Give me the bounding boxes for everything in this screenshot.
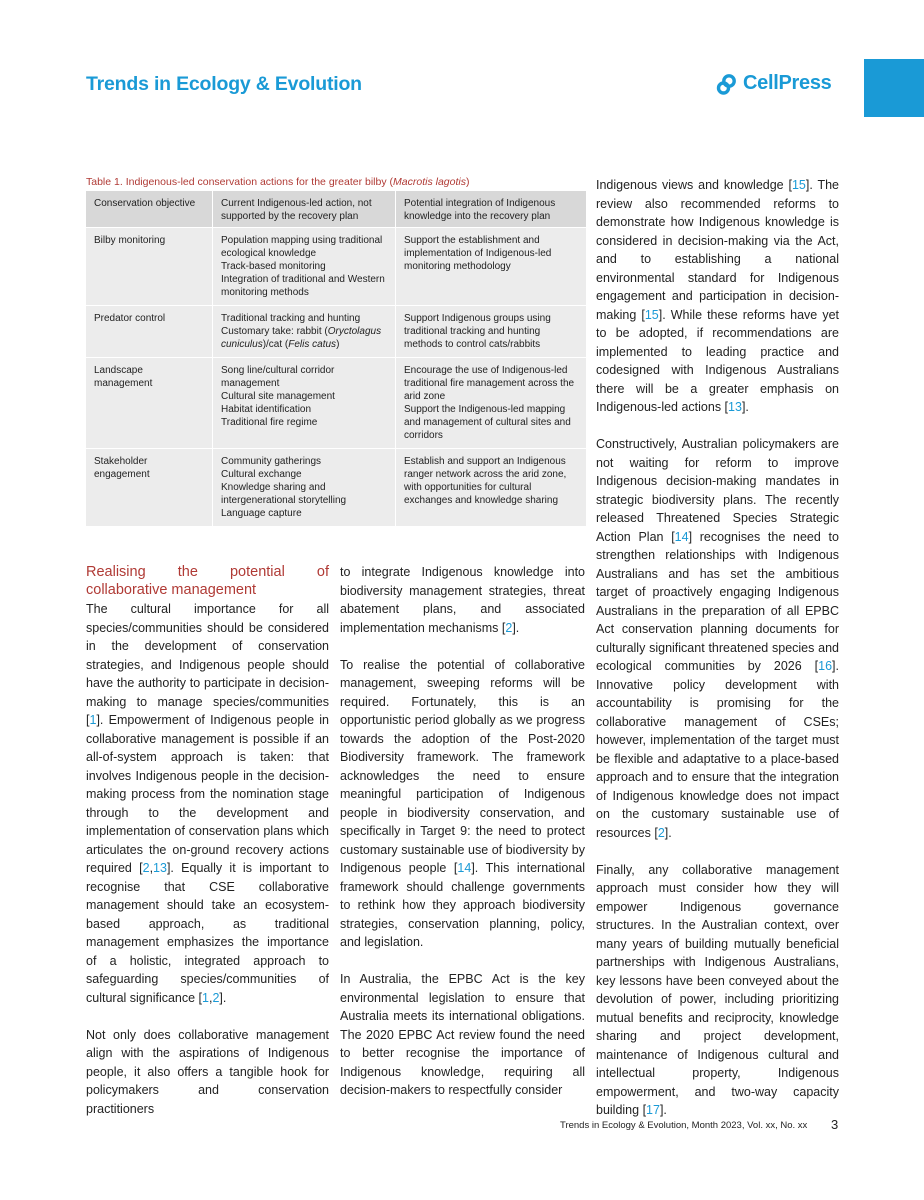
- species-name: Felis catus: [288, 339, 337, 350]
- row-current: [213, 306, 396, 358]
- caption-suffix: ): [465, 176, 470, 188]
- potential-line: Support the Indigenous-led mapping and management of cultural sites and corridors: [404, 404, 571, 441]
- paragraph: [340, 656, 585, 952]
- journal-title[interactable]: Trends in Ecology & Evolution: [86, 73, 362, 95]
- text-fragment: ] recognises the need to strengthen relationships with Indigenous Australians and has set the ambitious target of proactively engaging Indigenous Australians in the preparation of all EPBC Act conservation planning documents for culturally significant threatened species and ecological communities by 2026 [: [596, 529, 839, 673]
- citation-link[interactable]: 15: [791, 178, 806, 192]
- row-current: [213, 228, 396, 306]
- text-fragment: ].: [219, 990, 227, 1005]
- publisher-logo[interactable]: [716, 72, 831, 95]
- action-line: Population mapping using traditional ecological knowledge: [221, 235, 383, 259]
- paragraph: [86, 600, 329, 1007]
- citation-link[interactable]: 17: [646, 1103, 660, 1117]
- action-line: Integration of traditional and Western monitoring methods: [221, 274, 385, 298]
- section-heading: Realising the potential of collaborative management: [86, 564, 329, 598]
- action-line: Traditional tracking and hunting: [221, 313, 361, 324]
- text-fragment: ].: [659, 1103, 667, 1117]
- body-column-middle: [340, 563, 585, 1100]
- citation-link[interactable]: 2: [505, 620, 513, 635]
- action-line: Language capture: [221, 508, 302, 519]
- body-column-left: [86, 563, 329, 1118]
- paragraph: [340, 970, 585, 1100]
- text-fragment: Constructively, Australian policymakers are not waiting for reform to improve Indigenous decision-making mandates in strategic biodiversity plans. The recently released Threatened Species Strategic Action Plan [: [596, 437, 839, 544]
- text-fragment: to integrate Indigenous knowledge into biodiversity management strategies, threat abatement plans, and associated implementation mechanisms [: [340, 565, 585, 635]
- action-line: Cultural site management: [221, 391, 335, 402]
- row-current: [213, 358, 396, 449]
- paragraph: [340, 563, 585, 637]
- text-fragment: ]. Innovative policy development with accountability is promising for the collaborative management of CSEs; however, implementation of the target must be flexible and adaptative to a place-based approach and to ensure that the integration of Indigenous knowledge does not impact on the customary sustainable use of resources [: [596, 659, 839, 840]
- action-line: Knowledge sharing and intergenerational storytelling: [221, 482, 347, 506]
- text-fragment: Not only does collaborative management align with the aspirations of Indigenous people, it also offers a tangible hook for policymakers and conservation practitioners: [86, 1027, 329, 1116]
- citation-link[interactable]: 2: [212, 990, 220, 1005]
- text-fragment: ]. While these reforms have yet to be adopted, if recommendations are implemented to leading practice and codesigned with Indigenous Australians there will be a greater emphasis on Indigenous-led actions [: [596, 307, 839, 414]
- table-row: [86, 306, 586, 358]
- row-potential: Support Indigenous groups using traditional tracking and hunting methods to control cats/rabbits: [396, 306, 587, 358]
- table-caption: [86, 176, 596, 188]
- text-fragment: ,: [208, 990, 213, 1005]
- citation-link[interactable]: 2: [142, 861, 150, 875]
- action-line: Song line/cultural corridor management: [221, 365, 335, 389]
- citation-link[interactable]: 16: [818, 659, 833, 673]
- paragraph: [596, 435, 839, 842]
- text-fragment: To realise the potential of collaborative management, sweeping reforms will be required. Fortunately, this is an opportunistic period globally as we progress towards the adoption of the Post-2020 Biodiversity framework. The framework acknowledges the need to ensure meaningful participation of Indigenous people in biodiversity conservation, and specifically in Target 9: the need to protect customary sustainable use of biodiversity by Indigenous people [: [340, 657, 585, 875]
- row-potential: Establish and support an Indigenous ranger network across the arid zone, with opportunities for cultural exchanges and knowledge sharing: [396, 449, 587, 527]
- caption-prefix: Table 1. Indigenous-led conservation actions for the greater bilby (: [86, 176, 394, 188]
- row-potential: Support the establishment and implementation of Indigenous-led monitoring methodology: [396, 228, 587, 306]
- citation-link[interactable]: 1: [89, 713, 97, 727]
- table-row: [86, 228, 586, 306]
- paragraph: [596, 176, 839, 417]
- cellpress-logo-icon: [716, 73, 738, 95]
- citation-link[interactable]: 2: [657, 825, 665, 840]
- text-fragment: ]. The review also recommended reforms to demonstrate how Indigenous knowledge is considered in decision-making via the Act, and to establishing a national environmental standard for Indigenous engagement and participation in decision-making [: [596, 178, 839, 322]
- table-row: [86, 449, 586, 527]
- row-objective: Predator control: [86, 306, 213, 358]
- text-fragment: Indigenous views and knowledge [: [596, 178, 792, 192]
- text-fragment: ]. This international framework should challenge governments to rethink how they approach biodiversity strategies, conservation planning, policy, and legislation.: [340, 861, 586, 949]
- text-fragment: ): [336, 339, 340, 350]
- action-line: Habitat identification: [221, 404, 312, 415]
- row-objective: Stakeholder engagement: [86, 449, 213, 527]
- header-current: Current Indigenous-led action, not supported by the recovery plan: [213, 191, 396, 228]
- citation-link[interactable]: 14: [457, 861, 472, 875]
- header-accent-tab: [864, 59, 924, 117]
- species-name: Oryctolagus cuniculus: [221, 326, 382, 350]
- body-column-right: [596, 176, 839, 1120]
- text-fragment: )/cat (: [262, 339, 289, 350]
- text-fragment: ].: [512, 620, 520, 635]
- row-objective: Landscape management: [86, 358, 213, 449]
- text-fragment: ].: [741, 400, 749, 414]
- text-fragment: The cultural importance for all species/communities should be considered in the development of conservation strategies, and Indigenous people should have the authority to participate in decision-making to manage species/communities [: [86, 602, 329, 727]
- row-potential: [396, 358, 587, 449]
- action-line: [221, 325, 387, 351]
- paragraph: [596, 861, 839, 1120]
- row-current: [213, 449, 396, 527]
- conservation-actions-table: [86, 191, 586, 526]
- caption-species: Macrotis lagotis: [393, 176, 466, 188]
- text-fragment: ,: [149, 861, 154, 875]
- action-line: Cultural exchange: [221, 469, 302, 480]
- action-line: Traditional fire regime: [221, 417, 318, 428]
- action-line: Track-based monitoring: [221, 261, 326, 272]
- citation-link[interactable]: 14: [674, 529, 689, 544]
- text-fragment: ]. Equally it is important to recognise that CSE collaborative management should take an ecosystem-based approach, as traditional management emphasizes the importance of a holistic, integrated approach to safeguarding species/communities of cultural significance [: [86, 861, 330, 1005]
- page-number: 3: [831, 1117, 839, 1132]
- table-header-row: [86, 191, 586, 228]
- citation-link[interactable]: 15: [644, 307, 659, 322]
- citation-link[interactable]: 1: [202, 990, 209, 1005]
- action-line: Community gatherings: [221, 456, 322, 467]
- text-fragment: In Australia, the EPBC Act is the key environmental legislation to ensure that Australia meets its international obligations. The 2020 EPBC Act review found the need to better recognise the importance of Indigenous knowledge, requiring all decision-makers to respectfully consider: [340, 972, 585, 1097]
- header-potential: Potential integration of Indigenous knowledge into the recovery plan: [396, 191, 587, 228]
- row-objective: Bilby monitoring: [86, 228, 213, 306]
- text-fragment: ]. Empowerment of Indigenous people in collaborative management is possible if an all-of-system approach is taken: that involves Indigenous people in the decision-making process from the nomination stage through to the development and implementation of conservation plans which articulates the on-ground recovery actions required [: [86, 713, 329, 875]
- header-objective: Conservation objective: [86, 191, 213, 228]
- text-fragment: ].: [664, 825, 672, 840]
- publisher-name: CellPress: [743, 72, 832, 94]
- citation-link[interactable]: 13: [728, 400, 742, 414]
- potential-line: Encourage the use of Indigenous-led traditional fire management across the arid zone: [404, 365, 575, 402]
- table-row: [86, 358, 586, 449]
- footer-citation: Trends in Ecology & Evolution, Month 2023, Vol. xx, No. xx: [560, 1120, 808, 1131]
- text-fragment: Customary take: rabbit (: [221, 326, 328, 337]
- citation-link[interactable]: 13: [153, 861, 167, 875]
- paragraph: [86, 1026, 329, 1119]
- text-fragment: Finally, any collaborative management approach must consider how they will empower Indigenous governance structures. In the Australian context, over many years of building mutually beneficial partnerships with Indigenous Australians, key lessons have been conveyed about the devolution of power, including prioritizing mutual benefits and reciprocity, knowledge sharing and project development, maintenance of Indigenous cultural and intellectual property, Indigenous empowerment, and two-way capacity building [: [596, 862, 839, 1117]
